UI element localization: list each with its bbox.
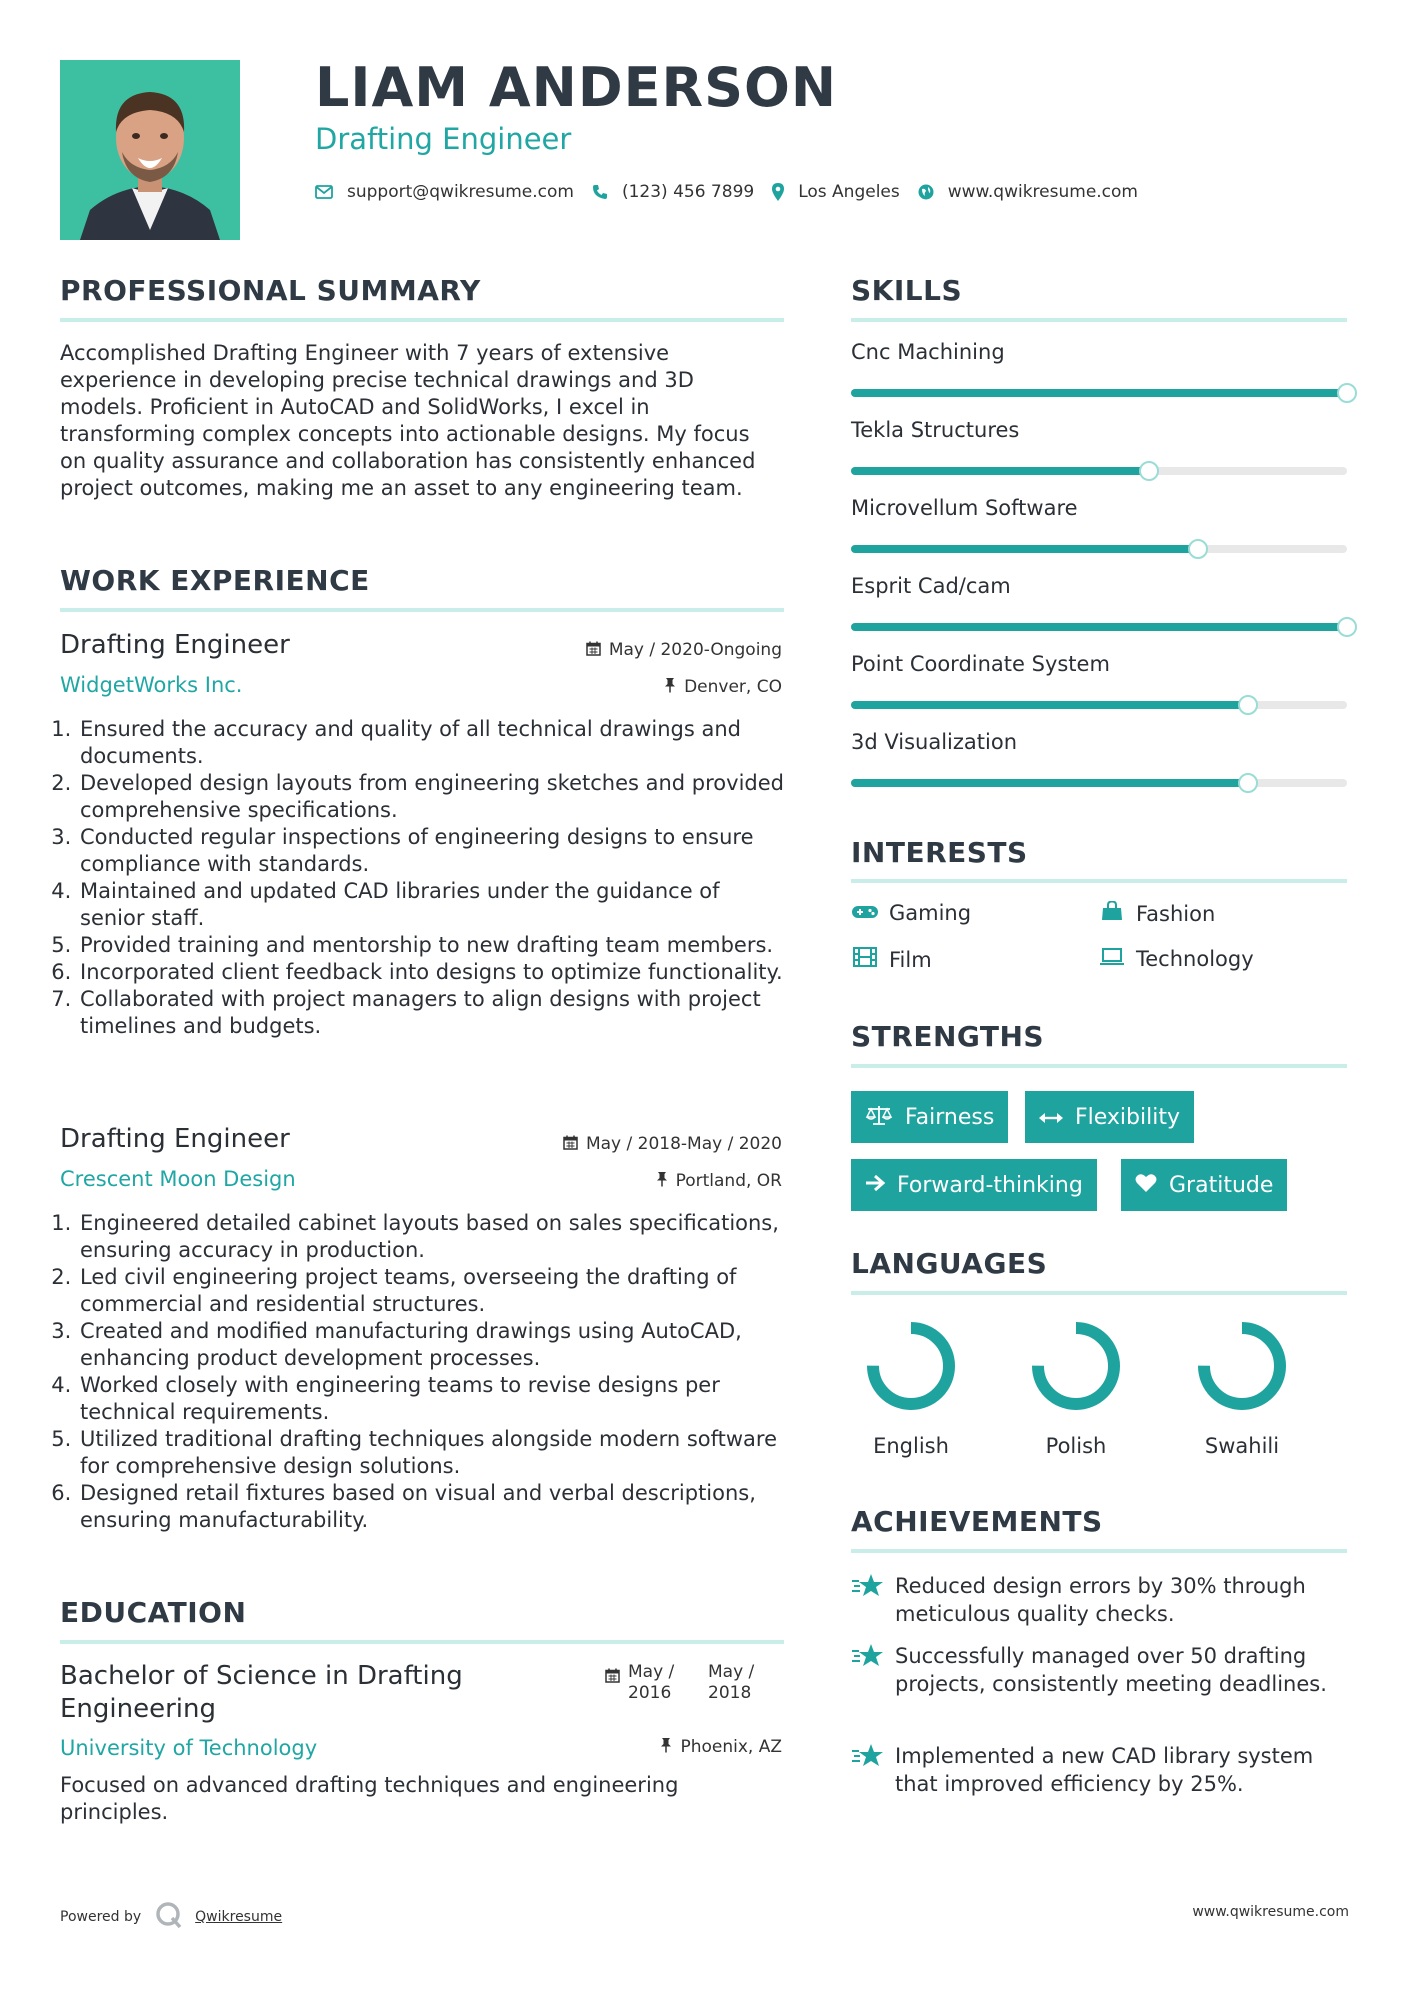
skill-bar-fill [851,623,1347,631]
list-item: 2. Led civil engineering project teams, overseeing the drafting of commercial and residential structures. [78,1264,790,1318]
award-star-icon [851,1572,895,1628]
calendar-icon [586,641,601,660]
skills-heading: SKILLS [851,274,963,307]
job-duties-list [60,1210,790,1534]
phone-icon [592,184,608,200]
company-name: Crescent Moon Design [60,1167,296,1191]
contact-phone[interactable]: (123) 456 7899 [621,182,755,202]
skill-level-knob [1238,773,1258,793]
education-location [660,1737,782,1757]
language-item [1177,1318,1307,1458]
skill-name: Microvellum Software [851,496,1078,520]
list-item: 6. Incorporated client feedback into designs to optimize functionality. [78,959,790,986]
globe-icon [918,184,934,200]
school-name: University of Technology [60,1736,318,1760]
summary-text: Accomplished Drafting Engineer with 7 years of extensive experience in developing precise technical drawings and 3D models. Proficient in AutoCAD and SolidWorks, I excel in transforming complex concepts into actionable designs. My focus on quality assurance and collaboration has consistently enhanced project outcomes, making me an asset to any engineering team. [60,341,756,500]
envelope-icon [315,185,333,199]
interest-label: Film [889,947,932,972]
map-pin-icon [772,183,784,201]
list-item: 7. Collaborated with project managers to align designs with project timelines and budgets. [78,986,790,1040]
language-name: English [873,1434,949,1458]
gamepad-icon [851,901,879,925]
education-heading: EDUCATION [60,1596,247,1629]
interest-item [1098,947,1254,971]
skill-bar [851,779,1347,787]
shopping-bag-icon [1098,901,1126,926]
skill-bar [851,701,1347,709]
strengths-divider [851,1064,1347,1068]
job-duties-list [60,716,790,1040]
contact-bar [315,180,1156,204]
footer-powered-by [60,1901,282,1933]
interests-heading: INTERESTS [851,836,1028,869]
education-dates [605,1662,760,1704]
candidate-name: LIAM ANDERSON [315,56,838,119]
skill-name: Esprit Cad/cam [851,574,1011,598]
achievements-heading: ACHIEVEMENTS [851,1505,1103,1538]
skill-name: Tekla Structures [851,418,1020,442]
skill-bar-fill [851,467,1149,475]
skill-bar-fill [851,779,1248,787]
job-location-text: Portland, OR [675,1171,782,1191]
pushpin-icon [664,677,676,697]
achievement-item [851,1642,1351,1698]
interest-label: Gaming [889,901,972,925]
award-star-icon [851,1742,895,1798]
list-item: 1. Ensured the accuracy and quality of all technical drawings and documents. [78,716,790,770]
job-dates-text: May / 2018-May / 2020 [585,1134,782,1154]
list-item: 6. Designed retail fixtures based on visual and verbal descriptions, ensuring manufacturability. [78,1480,790,1534]
language-level-arc [1204,1328,1280,1404]
achievement-text: Implemented a new CAD library system that improved efficiency by 25%. [895,1744,1314,1796]
skill-level-knob [1238,695,1258,715]
powered-by-label: Powered by [60,1909,142,1925]
calendar-icon [605,1668,620,1687]
education-start-date: May / 2016 [628,1662,675,1703]
job-title: Drafting Engineer [60,630,290,660]
skill-name: Cnc Machining [851,340,1005,364]
contact-location: Los Angeles [798,182,900,202]
skill-bar-fill [851,389,1347,397]
arrows-horizontal-icon [1039,1105,1063,1129]
language-level-ring [1028,1318,1124,1414]
strength-label: Fairness [905,1104,995,1130]
list-item: 5. Provided training and mentorship to new drafting team members. [78,932,790,959]
pushpin-icon [656,1171,668,1191]
language-item [846,1318,976,1458]
job-location [656,1171,782,1191]
skill-level-knob [1139,461,1159,481]
skill-bar [851,545,1347,553]
skill-name: Point Coordinate System [851,652,1110,676]
list-item: 1. Engineered detailed cabinet layouts based on sales specifications, ensuring accuracy in production. [78,1210,790,1264]
job-dates [563,1134,782,1154]
language-name: Swahili [1204,1434,1280,1458]
achievement-text: Successfully managed over 50 drafting projects, consistently meeting deadlines. [895,1644,1327,1696]
job-dates [586,640,782,660]
language-level-arc [1038,1328,1114,1404]
pushpin-icon [660,1737,672,1757]
list-item: 2. Developed design layouts from engineering sketches and provided comprehensive specifications. [78,770,790,824]
interests-divider [851,879,1347,883]
list-item: 3. Conducted regular inspections of engineering designs to ensure compliance with standards. [78,824,790,878]
heart-icon [1135,1173,1157,1198]
strength-label: Flexibility [1075,1104,1180,1130]
profile-photo [60,60,240,240]
calendar-icon [563,1135,578,1154]
summary-divider [60,318,784,322]
strength-badge [1025,1091,1194,1143]
experience-divider [60,608,784,612]
candidate-role: Drafting Engineer [315,122,572,156]
language-level-ring [1194,1318,1290,1414]
job-location [664,677,782,697]
footer-url[interactable]: www.qwikresume.com [1192,1904,1349,1920]
education-description: Focused on advanced drafting techniques and engineering principles. [60,1773,679,1824]
language-item [1011,1318,1141,1458]
languages-heading: LANGUAGES [851,1247,1048,1280]
skills-divider [851,318,1347,322]
interest-label: Technology [1136,947,1254,971]
job-location-text: Denver, CO [684,677,782,697]
strength-badge [1121,1159,1287,1211]
skill-bar-fill [851,545,1198,553]
skill-bar-fill [851,701,1248,709]
skill-bar [851,467,1347,475]
achievements-divider [851,1549,1347,1553]
language-name: Polish [1045,1434,1107,1458]
strength-label: Gratitude [1169,1172,1274,1198]
strengths-heading: STRENGTHS [851,1020,1045,1053]
qwikresume-link[interactable]: Qwikresume [195,1909,283,1925]
balance-scale-icon [865,1104,893,1131]
laptop-icon [1098,947,1126,971]
achievement-item [851,1742,1351,1798]
contact-email[interactable]: support@qwikresume.com [347,182,574,202]
experience-heading: WORK EXPERIENCE [60,564,370,597]
strength-badge [851,1091,1008,1143]
interest-item [1098,901,1215,926]
summary-heading: PROFESSIONAL SUMMARY [60,274,481,307]
interest-item [851,947,932,972]
strength-badge [851,1159,1097,1211]
skill-bar [851,623,1347,631]
education-location-text: Phoenix, AZ [680,1737,782,1757]
achievement-item [851,1572,1351,1628]
skill-name: 3d Visualization [851,730,1018,754]
language-level-arc [873,1328,949,1404]
company-name: WidgetWorks Inc. [60,673,243,697]
award-star-icon [851,1642,895,1698]
language-level-ring [863,1318,959,1414]
qwikresume-logo-icon [155,1901,183,1933]
list-item: 3. Created and modified manufacturing drawings using AutoCAD, enhancing product development processes. [78,1318,790,1372]
interest-label: Fashion [1136,901,1216,926]
education-divider [60,1640,784,1644]
job-dates-text: May / 2020-Ongoing [608,640,782,660]
skill-level-knob [1337,617,1357,637]
degree-title: Bachelor of Science in Drafting Engineering [60,1661,463,1724]
arrow-right-icon [865,1173,885,1197]
skill-bar [851,389,1347,397]
skill-level-knob [1337,383,1357,403]
skill-level-knob [1188,539,1208,559]
education-end-date: May / 2018 [708,1662,755,1703]
list-item: 5. Utilized traditional drafting techniques alongside modern software for comprehensive design solutions. [78,1426,790,1480]
achievement-text: Reduced design errors by 30% through meticulous quality checks. [895,1574,1306,1626]
languages-divider [851,1291,1347,1295]
list-item: 4. Maintained and updated CAD libraries under the guidance of senior staff. [78,878,790,932]
film-icon [851,947,879,972]
strength-label: Forward-thinking [897,1172,1083,1198]
contact-website[interactable]: www.qwikresume.com [947,182,1138,202]
interest-item [851,901,971,925]
list-item: 4. Worked closely with engineering teams to revise designs per technical requirements. [78,1372,790,1426]
job-title: Drafting Engineer [60,1124,290,1154]
